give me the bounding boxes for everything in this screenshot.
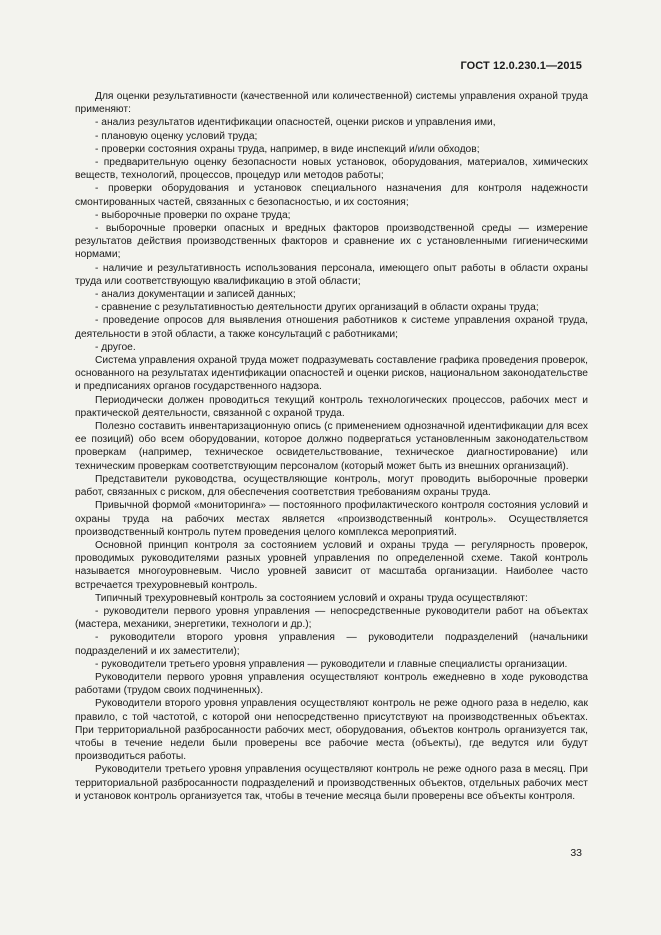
page-number: 33 (570, 847, 582, 859)
list-item: - проведение опросов для выявления отношения работников к системе управления охраной труда, деятельности в этой области, а также консультаций с работниками; (75, 315, 588, 340)
list-item: - выборочные проверки опасных и вредных факторов производственной среды — измерение результатов действия производственных факторов и сравнение их с установленными гигиеническими нормами; (75, 223, 588, 261)
paragraph: Привычной формой «мониторинга» — постоянного профилактического контроля состояния условий и охраны труда на рабочих местах является «производственный контроль». Осуществляется производственный контроль путем проведения целого комплекса мероприятий. (75, 500, 588, 538)
list-item: - предварительную оценку безопасности новых установок, оборудования, материалов, химических веществ, технологий, процессов, процедур или методов работы; (75, 157, 588, 182)
list-item: - сравнение с результативностью деятельности других организаций в области охраны труда; (95, 302, 539, 314)
paragraph: Руководители первого уровня управления осуществляют контроль ежедневно в ходе руководства работами (трудом своих подчиненных). (75, 671, 588, 697)
list-item: - плановую оценку условий труда; (95, 130, 258, 142)
paragraph: Типичный трехуровневый контроль за состоянием условий и охраны труда осуществляют: (95, 592, 528, 604)
list-item: - руководители третьего уровня управления — руководители и главные специалисты организации. (95, 658, 568, 670)
paragraph: Руководители третьего уровня управления осуществляют контроль не реже одного раза в месяц. При территориальной разбросанности подразделений и производственных объектов, отдельных рабочих мест и установок контроль организуется так, чтобы в течение месяца были проверены все объекты контроля. (75, 764, 588, 802)
list-item: - руководители первого уровня управления — непосредственные руководители работ на объектах (мастера, механики, энергетики, технологи и др.); (75, 605, 588, 631)
list-item: - проверки оборудования и установок специального назначения для контроля надежности смонтированных частей, связанных с безопасностью, и их состояния; (75, 183, 588, 208)
list-item: - проверки состояния охраны труда, например, в виде инспекций и/или обходов; (95, 143, 480, 155)
paragraph: Для оценки результативности (качественной или количественной) системы управления охраной труда применяют: (75, 91, 588, 116)
list-item: - выборочные проверки по охране труда; (95, 209, 291, 221)
list-item: - анализ результатов идентификации опасностей, оценки рисков и управления ими, (95, 117, 496, 129)
body-text (75, 90, 588, 803)
standard-number: ГОСТ 12.0.230.1—2015 (460, 60, 582, 72)
list-item: - наличие и результативность использования персонала, имеющего опыт работы в области охраны труда или соответствующую квалификацию в этой области; (75, 262, 588, 287)
list-item: - другое. (95, 341, 136, 353)
paragraph: Периодически должен проводиться текущий контроль технологических процессов, рабочих мест и практической деятельности, связанной с охраной труда. (75, 394, 588, 419)
paragraph: Основной принцип контроля за состоянием условий и охраны труда — регулярность проверок, проводимых руководителями разных уровней управления по определенной схеме. Такой контроль называется многоуровневым. Число уровней зависит от масштаба организации. Наиболее часто встречается трехуровневый контроль. (75, 539, 588, 591)
list-item: - анализ документации и записей данных; (95, 289, 296, 301)
list-item: - руководители второго уровня управления — руководители подразделений (начальники подразделений и их заместители); (75, 632, 588, 657)
paragraph: Система управления охраной труда может подразумевать составление графика проведения проверок, основанного на результатах идентификации опасностей и оценки рисков, национальном законодательстве и предписаниях органов государственного надзора. (75, 355, 588, 393)
paragraph: Руководители второго уровня управления осуществляют контроль не реже одного раза в неделю, как правило, с той частотой, с которой они непосредственно присутствуют на производственных объектах. При территориальной разбросанности рабочих мест, оборудования, объектов контроль организуется так, чтобы в течение недели были проверены все рабочие места (объекты), где ведутся или будут производиться работы. (75, 698, 588, 763)
paragraph: Полезно составить инвентаризационную опись (с применением однозначной идентификации для всех ее позиций) обо всем оборудовании, которое должно подвергаться установленным законодательством проверкам (например, техническое освидетельствование, техническое диагностирование) или техническим проверкам соответствующим персоналом (который может быть из внешних организаций). (75, 421, 588, 472)
paragraph: Представители руководства, осуществляющие контроль, могут проводить выборочные проверки работ, связанных с риском, для обеспечения соответствия требованиям охраны труда. (75, 473, 588, 499)
